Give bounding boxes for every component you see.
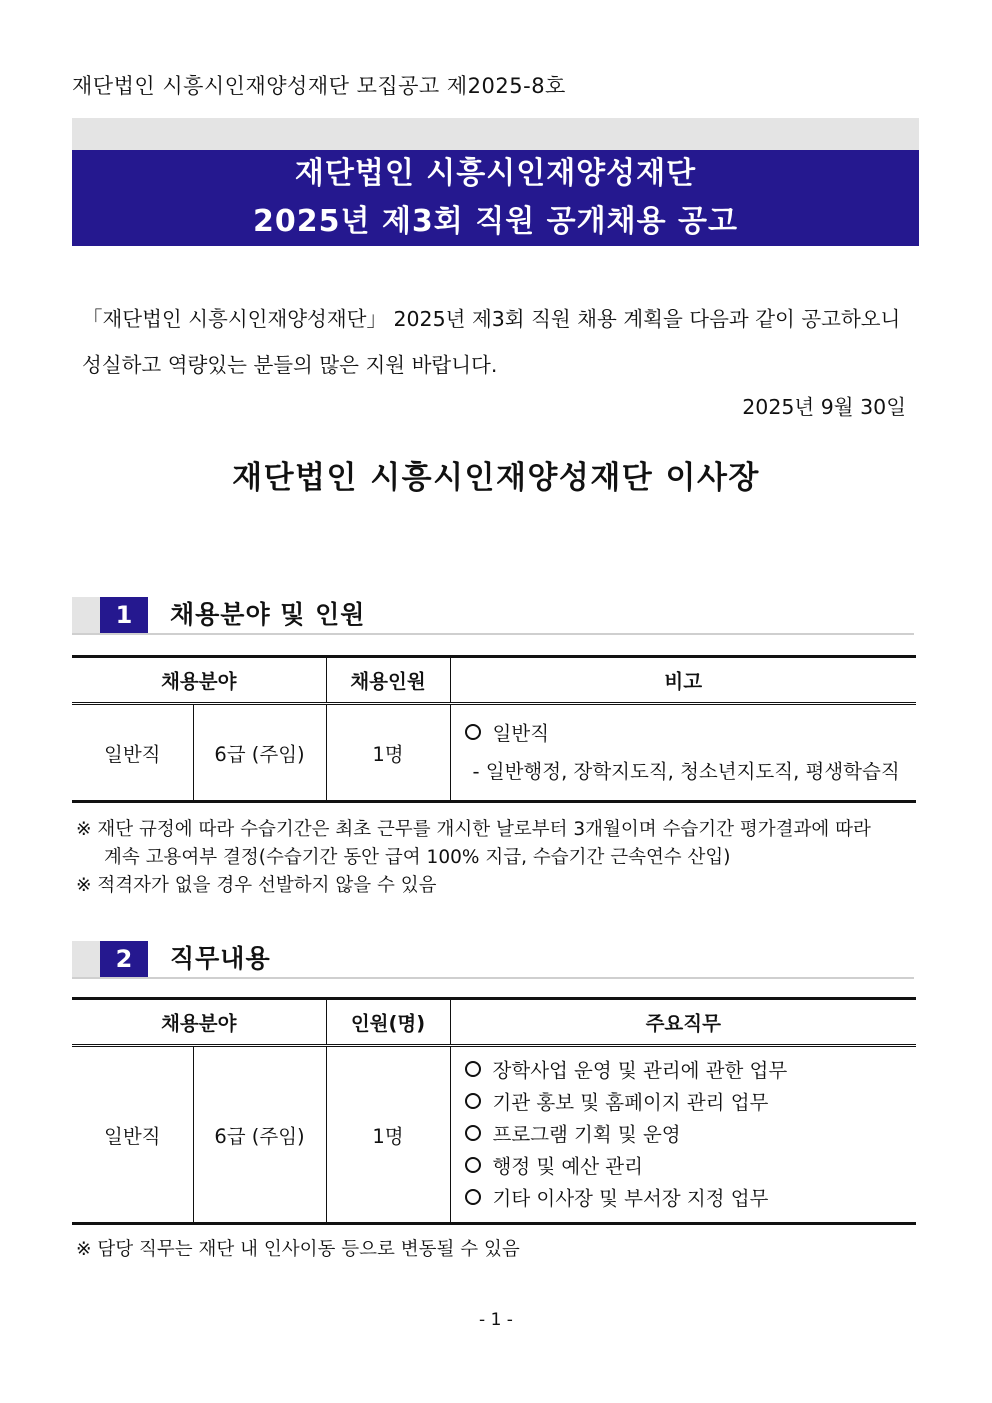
announcement-date: 2025년 9월 30일 bbox=[742, 395, 906, 419]
remark-sub: - 일반행정, 장학지도직, 청소년지도직, 평생학습직 bbox=[472, 759, 900, 783]
section-1-number: 1 bbox=[100, 597, 148, 633]
duties-table bbox=[72, 997, 916, 1225]
intro-paragraph bbox=[82, 296, 917, 388]
duties-header-field: 채용분야 bbox=[72, 999, 326, 1046]
section-1-header bbox=[72, 597, 914, 635]
recruitment-header-field: 채용분야 bbox=[72, 657, 326, 704]
section-2-title: 직무내용 bbox=[170, 944, 271, 973]
duty-item: 장학사업 운영 및 관리에 관한 업무 bbox=[465, 1055, 916, 1087]
document-number: 재단법인 시흥시인재양성재단 모집공고 제2025-8호 bbox=[72, 74, 566, 98]
recruitment-table bbox=[72, 655, 916, 803]
duty-item: 기타 이사장 및 부서장 지정 업무 bbox=[465, 1183, 916, 1215]
title-band-top-strip bbox=[72, 118, 919, 150]
recruitment-header-remark: 비고 bbox=[450, 657, 916, 704]
note-probation: ※ 재단 규정에 따라 수습기간은 최초 근무를 개시한 날로부터 3개월이며 수습기간 평가결과에 따라 bbox=[76, 819, 871, 840]
circle-bullet-icon bbox=[465, 724, 481, 740]
circle-bullet-icon bbox=[465, 1093, 481, 1109]
section-1-title: 채용분야 및 인원 bbox=[170, 600, 366, 629]
duties-grade: 6급 (주임) bbox=[193, 1046, 326, 1224]
title-foundation-name: 재단법인 시흥시인재양성재단 bbox=[294, 156, 697, 191]
circle-bullet-icon bbox=[465, 1061, 481, 1077]
section-1-notes bbox=[76, 816, 936, 900]
duty-item: 기관 홍보 및 홈페이지 관리 업무 bbox=[465, 1087, 916, 1119]
duties-list bbox=[450, 1046, 916, 1224]
note-no-candidate: ※ 적격자가 없을 경우 선발하지 않을 수 있음 bbox=[76, 875, 437, 896]
signer: 재단법인 시흥시인재양성재단 이사장 bbox=[232, 460, 760, 496]
page-number: - 1 - bbox=[479, 1310, 513, 1330]
intro-line-2: 성실하고 역량있는 분들의 많은 지원 바랍니다. bbox=[82, 353, 498, 377]
circle-bullet-icon bbox=[465, 1189, 481, 1205]
duties-header-main: 주요직무 bbox=[450, 999, 916, 1046]
note-probation-cont: 계속 고용여부 결정(수습기간 동안 급여 100% 지급, 수습기간 근속연수 산입) bbox=[104, 847, 731, 868]
section-2-tab bbox=[72, 941, 100, 977]
duty-item: 프로그램 기획 및 운영 bbox=[465, 1119, 916, 1151]
recruitment-count: 1명 bbox=[326, 704, 450, 802]
recruitment-category: 일반직 bbox=[72, 704, 193, 802]
recruitment-remark bbox=[450, 704, 916, 802]
section-2-number: 2 bbox=[100, 941, 148, 977]
remark-main: 일반직 bbox=[492, 721, 550, 745]
section-2-note: ※ 담당 직무는 재단 내 인사이동 등으로 변동될 수 있음 bbox=[76, 1239, 520, 1260]
section-1-tab bbox=[72, 597, 100, 633]
recruitment-grade: 6급 (주임) bbox=[193, 704, 326, 802]
section-2-header bbox=[72, 941, 914, 979]
recruitment-header-count: 채용인원 bbox=[326, 657, 450, 704]
duties-category: 일반직 bbox=[72, 1046, 193, 1224]
duties-header-count: 인원(명) bbox=[326, 999, 450, 1046]
circle-bullet-icon bbox=[465, 1125, 481, 1141]
duties-count: 1명 bbox=[326, 1046, 450, 1224]
intro-line-1: 「재단법인 시흥시인재양성재단」 2025년 제3회 직원 채용 계획을 다음과 같이 공고하오니 bbox=[82, 307, 901, 331]
title-announcement: 2025년 제3회 직원 공개채용 공고 bbox=[253, 204, 738, 239]
duty-item: 행정 및 예산 관리 bbox=[465, 1151, 916, 1183]
title-banner bbox=[72, 150, 919, 246]
circle-bullet-icon bbox=[465, 1157, 481, 1173]
